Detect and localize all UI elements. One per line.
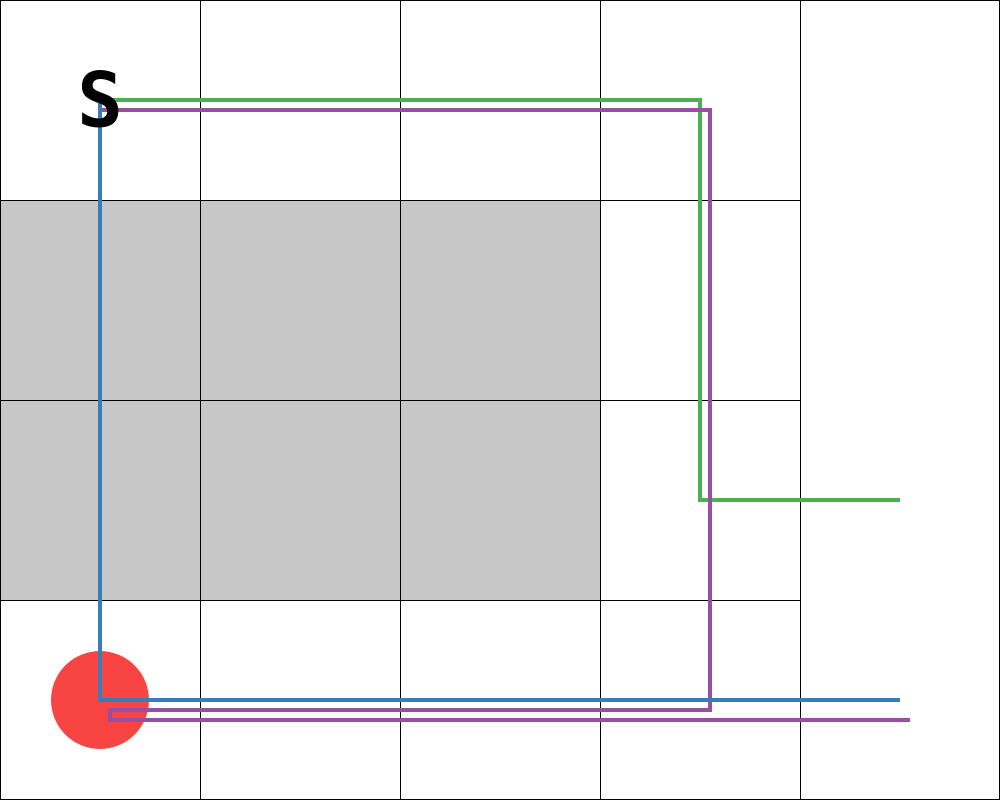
wall-cell-2-1 — [200, 400, 400, 600]
wall-cell-1-2 — [400, 200, 600, 400]
wall-cell-1-1 — [200, 200, 400, 400]
start-layer — [77, 56, 123, 145]
empty-cell-0-4 — [800, 0, 1000, 200]
empty-cell-1-4 — [800, 200, 1000, 400]
wall-cell-2-2 — [400, 400, 600, 600]
start-marker: S — [77, 55, 123, 145]
